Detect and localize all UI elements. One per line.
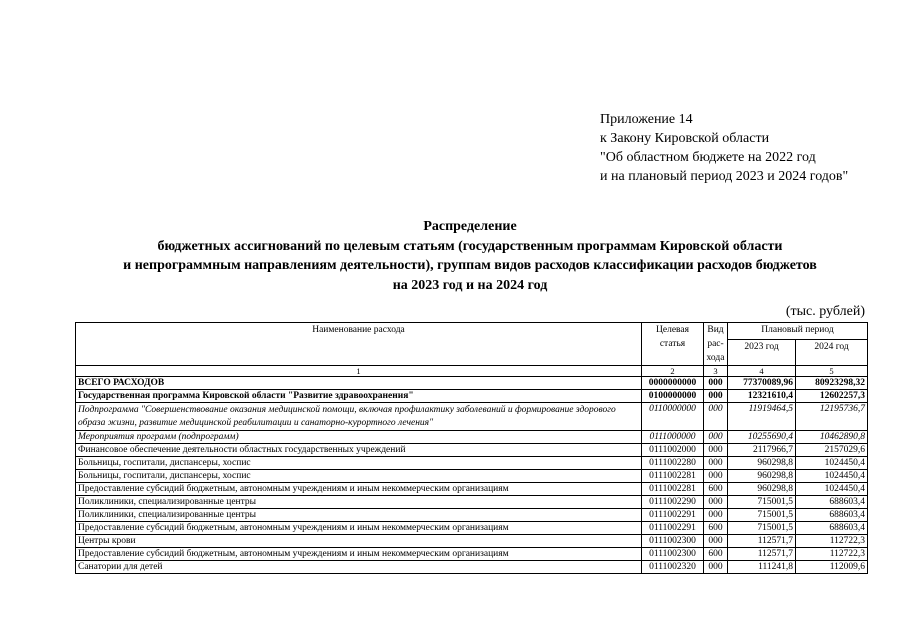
row-kind: 000 — [704, 457, 728, 470]
document-title — [70, 217, 870, 295]
table-row — [76, 444, 868, 457]
row-target: 0111002000 — [642, 444, 704, 457]
table-row — [76, 431, 868, 444]
units-label: (тыс. рублей) — [785, 304, 865, 319]
row-kind: 000 — [704, 535, 728, 548]
row-name: Поликлиники, специализированные центры — [76, 496, 642, 509]
row-kind: 000 — [704, 561, 728, 574]
col-number: 5 — [796, 366, 868, 377]
row-target: 0111002300 — [642, 548, 704, 561]
row-target: 0111002300 — [642, 535, 704, 548]
appendix-block — [600, 110, 848, 186]
row-value-2024: 1024450,4 — [796, 470, 868, 483]
row-name: Предоставление субсидий бюджетным, автономным учреждениям и иным некоммерческим организациям — [76, 483, 642, 496]
row-value-2023: 12321610,4 — [728, 390, 796, 403]
title-line-1: Распределение — [423, 219, 517, 234]
row-target: 0111002280 — [642, 457, 704, 470]
col-number: 3 — [704, 366, 728, 377]
row-name: ВСЕГО РАСХОДОВ — [76, 377, 642, 390]
row-name: Поликлиники, специализированные центры — [76, 509, 642, 522]
row-value-2023: 112571,7 — [728, 535, 796, 548]
header-plan-period: Плановый период — [728, 323, 868, 340]
row-kind: 000 — [704, 403, 728, 431]
row-target: 0111002291 — [642, 509, 704, 522]
row-kind: 600 — [704, 483, 728, 496]
row-value-2024: 1024450,4 — [796, 457, 868, 470]
row-value-2023: 10255690,4 — [728, 431, 796, 444]
row-target: 0110000000 — [642, 403, 704, 431]
row-value-2024: 80923298,32 — [796, 377, 868, 390]
row-target: 0111002281 — [642, 470, 704, 483]
table-row — [76, 457, 868, 470]
row-kind: 000 — [704, 390, 728, 403]
row-value-2024: 688603,4 — [796, 496, 868, 509]
row-name: Больницы, госпитали, диспансеры, хоспис — [76, 470, 642, 483]
row-kind: 000 — [704, 470, 728, 483]
appendix-line-3: "Об областном бюджете на 2022 год — [600, 150, 816, 165]
row-target: 0111002320 — [642, 561, 704, 574]
row-value-2023: 11919464,5 — [728, 403, 796, 431]
row-value-2024: 688603,4 — [796, 509, 868, 522]
table-row — [76, 390, 868, 403]
table-row — [76, 470, 868, 483]
row-name: Подпрограмма "Совершенствование оказания медицинской помощи, включая профилактику заболеваний и формирование здорового образа жизни, развитие медицинской реабилитации и санаторно-курортного лечения" — [76, 403, 642, 431]
row-kind: 600 — [704, 548, 728, 561]
row-value-2024: 112722,3 — [796, 535, 868, 548]
row-value-2024: 1024450,4 — [796, 483, 868, 496]
row-kind: 000 — [704, 377, 728, 390]
row-value-2024: 12195736,7 — [796, 403, 868, 431]
table-row — [76, 561, 868, 574]
header-target: Целевая статья — [642, 323, 704, 366]
row-name: Центры крови — [76, 535, 642, 548]
col-number: 1 — [76, 366, 642, 377]
row-kind: 000 — [704, 444, 728, 457]
table-row — [76, 548, 868, 561]
row-target: 0111000000 — [642, 431, 704, 444]
header-2024: 2024 год — [796, 339, 868, 365]
row-value-2023: 111241,8 — [728, 561, 796, 574]
row-value-2024: 688603,4 — [796, 522, 868, 535]
row-kind: 600 — [704, 522, 728, 535]
row-value-2024: 112009,6 — [796, 561, 868, 574]
row-target: 0111002290 — [642, 496, 704, 509]
row-value-2023: 960298,8 — [728, 483, 796, 496]
row-name: Предоставление субсидий бюджетным, автономным учреждениям и иным некоммерческим организациям — [76, 548, 642, 561]
row-name: Финансовое обеспечение деятельности областных государственных учреждений — [76, 444, 642, 457]
table-row — [76, 496, 868, 509]
row-kind: 000 — [704, 496, 728, 509]
col-number: 2 — [642, 366, 704, 377]
row-value-2023: 960298,8 — [728, 470, 796, 483]
table-row — [76, 483, 868, 496]
row-target: 0000000000 — [642, 377, 704, 390]
col-number: 4 — [728, 366, 796, 377]
appendix-line-2: к Закону Кировской области — [600, 131, 770, 146]
title-line-3: и непрограммным направлениям деятельности), группам видов расходов классификации расходов бюджетов — [123, 258, 817, 273]
row-value-2024: 12602257,3 — [796, 390, 868, 403]
row-kind: 000 — [704, 509, 728, 522]
table-row — [76, 403, 868, 431]
header-2023: 2023 год — [728, 339, 796, 365]
row-name: Мероприятия программ (подпрограмм) — [76, 431, 642, 444]
row-name: Санатории для детей — [76, 561, 642, 574]
row-value-2024: 2157029,6 — [796, 444, 868, 457]
row-name: Государственная программа Кировской области "Развитие здравоохранения" — [76, 390, 642, 403]
table-body — [76, 377, 868, 574]
row-value-2024: 112722,3 — [796, 548, 868, 561]
table-row — [76, 522, 868, 535]
appendix-line-4: и на плановый период 2023 и 2024 годов" — [600, 169, 849, 184]
title-line-4: на 2023 год и на 2024 год — [392, 277, 548, 293]
row-target: 0111002291 — [642, 522, 704, 535]
row-value-2024: 10462890,8 — [796, 431, 868, 444]
row-value-2023: 715001,5 — [728, 496, 796, 509]
row-target: 0100000000 — [642, 390, 704, 403]
row-name: Больницы, госпитали, диспансеры, хоспис — [76, 457, 642, 470]
header-name: Наименование расхода — [76, 323, 642, 366]
row-kind: 000 — [704, 431, 728, 444]
table-row — [76, 509, 868, 522]
row-value-2023: 2117966,7 — [728, 444, 796, 457]
row-value-2023: 112571,7 — [728, 548, 796, 561]
row-value-2023: 715001,5 — [728, 522, 796, 535]
row-value-2023: 77370089,96 — [728, 377, 796, 390]
budget-table — [75, 322, 868, 574]
title-line-2: бюджетных ассигнований по целевым статьям (государственным программам Кировской области — [157, 238, 783, 254]
table-row — [76, 377, 868, 390]
row-target: 0111002281 — [642, 483, 704, 496]
header-kind: Вид рас-хода — [704, 323, 728, 366]
appendix-line-1: Приложение 14 — [600, 112, 693, 127]
row-name: Предоставление субсидий бюджетным, автономным учреждениям и иным некоммерческим организациям — [76, 522, 642, 535]
row-value-2023: 715001,5 — [728, 509, 796, 522]
column-number-row — [76, 366, 868, 377]
table-row — [76, 535, 868, 548]
row-value-2023: 960298,8 — [728, 457, 796, 470]
